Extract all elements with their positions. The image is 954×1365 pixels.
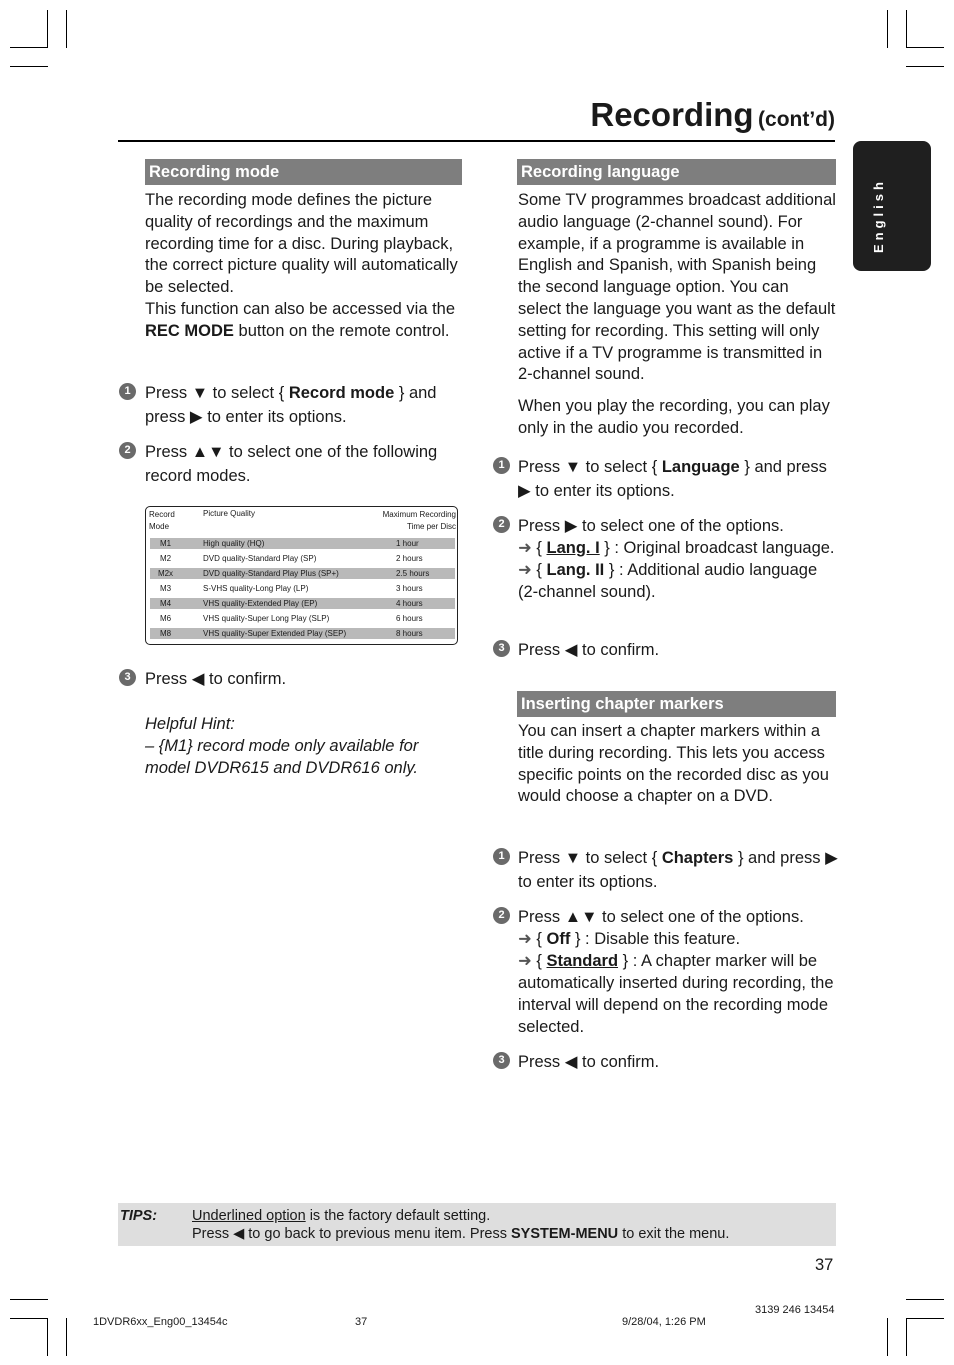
arrow-right-icon: ➜ xyxy=(518,561,532,579)
language-tab-label: English xyxy=(871,178,886,253)
cell-time: 6 hours xyxy=(396,614,423,623)
col-header-mode: Record Mode xyxy=(149,510,175,531)
step-number: 2 xyxy=(493,516,510,533)
page-title xyxy=(590,96,835,134)
step-text: } and press ▶ to enter its options. xyxy=(518,849,838,891)
language-tab xyxy=(853,141,931,271)
step-text: } and press ▶ to enter its options. xyxy=(518,458,827,500)
menu-option-record-mode: Record mode xyxy=(288,384,395,402)
cell-time: 1 hour xyxy=(396,539,419,548)
record-mode-table xyxy=(145,506,458,645)
title-suffix: (cont’d) xyxy=(758,108,835,131)
tips-text: is the factory default setting. xyxy=(309,1208,491,1224)
step-number: 2 xyxy=(119,442,136,459)
cell-mode: M2 xyxy=(159,554,172,563)
cell-quality: DVD quality-Standard Play (SP) xyxy=(203,554,317,563)
table-row xyxy=(150,538,455,549)
arrow-right-icon: ➜ xyxy=(518,952,532,970)
crop-mark xyxy=(887,1318,888,1356)
arrow-right-icon: ➜ xyxy=(518,539,532,557)
intro-text: The recording mode defines the picture quality of recordings and the maximum recording time for a disc. During playback, the correct picture quality will automatically be selected. xyxy=(145,191,458,297)
option-name: Standard xyxy=(546,952,619,970)
rec-mode-key: REC MODE xyxy=(145,321,234,340)
recording-mode-step-1 xyxy=(145,382,463,429)
cell-quality: VHS quality-Super Long Play (SLP) xyxy=(203,614,330,623)
page-number: 37 xyxy=(815,1256,834,1274)
crop-mark xyxy=(906,1318,944,1319)
recording-language-heading: Recording language xyxy=(517,159,836,185)
chapter-markers-step-1 xyxy=(518,847,838,894)
crop-mark xyxy=(47,1318,48,1356)
option-desc: } : Additional audio language (2-channel sound). xyxy=(518,561,818,601)
crop-mark xyxy=(906,1299,944,1300)
crop-mark xyxy=(10,1318,48,1319)
tips-text: Press ◀ to go back to previous menu item. Press xyxy=(192,1226,507,1242)
crop-mark xyxy=(66,1318,67,1356)
step-text: Press ▶ to select one of the options. xyxy=(518,517,784,535)
option-lang-1: ➜ { Lang. I } : Original broadcast language. xyxy=(518,539,835,557)
step-text: Press ▼ to select { xyxy=(518,849,658,867)
cell-mode: M3 xyxy=(159,584,172,593)
tips-text: to exit the menu. xyxy=(622,1226,730,1242)
system-menu-key: SYSTEM-MENU xyxy=(511,1226,619,1242)
crop-mark xyxy=(10,1299,48,1300)
cell-mode: M8 xyxy=(159,629,172,638)
crop-mark xyxy=(887,10,888,48)
table-row xyxy=(150,553,455,564)
title-main: Recording xyxy=(590,96,754,133)
table-row xyxy=(150,598,455,609)
cell-mode: M2x xyxy=(157,569,174,578)
crop-mark xyxy=(906,10,907,48)
step-text: Press ▲▼ to select one of the options. xyxy=(518,908,804,926)
step-text: Press ▼ to select { xyxy=(518,458,658,476)
option-standard: ➜ { Standard } : A chapter marker will be automatically inserted during recording, the interval will depend on the recording mode selected. xyxy=(518,952,834,1036)
cell-mode: M1 xyxy=(159,539,172,548)
crop-mark xyxy=(906,66,944,67)
tips-line-2 xyxy=(192,1226,729,1242)
hint-title: Helpful Hint: xyxy=(145,715,235,733)
crop-mark xyxy=(10,47,48,48)
cell-quality: High quality (HQ) xyxy=(203,539,265,548)
recording-mode-step-3: Press ◀ to confirm. xyxy=(145,670,287,688)
cell-time: 2 hours xyxy=(396,554,423,563)
step-number: 1 xyxy=(493,457,510,474)
tips-line-1 xyxy=(192,1208,490,1224)
crop-mark xyxy=(906,47,944,48)
option-name: Lang. I xyxy=(546,539,600,557)
chapter-markers-step-2 xyxy=(518,906,838,1038)
tips-label: TIPS: xyxy=(120,1208,158,1224)
tips-bar xyxy=(118,1203,836,1246)
menu-option-language: Language xyxy=(661,458,740,476)
cell-time: 2.5 hours xyxy=(396,569,430,578)
table-row xyxy=(150,568,455,579)
recording-language-step-3: Press ◀ to confirm. xyxy=(518,641,660,659)
cell-mode: M6 xyxy=(159,614,172,623)
cell-quality: VHS quality-Super Extended Play (SEP) xyxy=(203,629,347,638)
table-row xyxy=(150,583,455,594)
chapter-markers-para: You can insert a chapter markers within a title during recording. This lets you access specific points on the recorded disc as you would choose a chapter on a DVD. xyxy=(518,722,829,806)
footer-code: 3139 246 13454 xyxy=(755,1304,835,1316)
step-number: 2 xyxy=(493,907,510,924)
cell-mode: M4 xyxy=(159,599,172,608)
cell-quality: DVD quality-Standard Play Plus (SP+) xyxy=(203,569,339,578)
helpful-hint xyxy=(145,714,445,779)
footer-page: 37 xyxy=(355,1316,368,1328)
arrow-right-icon: ➜ xyxy=(518,930,532,948)
intro2-post: button on the remote control. xyxy=(238,321,450,340)
menu-option-chapters: Chapters xyxy=(661,849,734,867)
cell-time: 3 hours xyxy=(396,584,423,593)
table-row xyxy=(150,613,455,624)
page-header xyxy=(118,92,835,142)
recording-mode-step-2: Press ▲▼ to select one of the following record modes. xyxy=(145,443,438,485)
underlined-option-sample: Underlined option xyxy=(192,1208,306,1224)
option-off: ➜ { Off } : Disable this feature. xyxy=(518,930,741,948)
recording-language-para2: When you play the recording, you can play only in the audio you recorded. xyxy=(518,397,830,437)
option-desc: } : Original broadcast language. xyxy=(604,539,835,557)
cell-quality: VHS quality-Extended Play (EP) xyxy=(203,599,318,608)
crop-mark xyxy=(66,10,67,48)
crop-mark xyxy=(906,1318,907,1356)
step-text: } and press ▶ to enter its options. xyxy=(145,384,437,426)
option-name: Off xyxy=(546,930,571,948)
col-header-quality: Picture Quality xyxy=(203,509,256,518)
cell-time: 8 hours xyxy=(396,629,423,638)
recording-language-step-1 xyxy=(518,456,838,503)
footer-date: 9/28/04, 1:26 PM xyxy=(622,1316,706,1328)
option-name: Lang. II xyxy=(546,561,605,579)
hint-body: – {M1} record mode only available for model DVDR615 and DVDR616 only. xyxy=(145,736,419,777)
recording-mode-heading: Recording mode xyxy=(145,159,462,185)
cell-quality: S-VHS quality-Long Play (LP) xyxy=(203,584,309,593)
option-lang-2: ➜ { Lang. II } : Additional audio language (2-channel sound). xyxy=(518,561,818,601)
step-number: 3 xyxy=(493,1052,510,1069)
footer-file: 1DVDR6xx_Eng00_13454c xyxy=(93,1316,228,1328)
chapter-markers-step-3: Press ◀ to confirm. xyxy=(518,1053,660,1071)
recording-language-step-2 xyxy=(518,515,838,603)
recording-language-para1: Some TV programmes broadcast additional audio language (2-channel sound). For example, if a programme is available in English and Spanish, with Spanish being the second language option. You can select the language you want as the default setting for recording. This setting will only active if a TV programme is transmitted in 2-channel sound. xyxy=(518,191,836,384)
chapter-markers-heading: Inserting chapter markers xyxy=(517,691,836,717)
cell-time: 4 hours xyxy=(396,599,423,608)
crop-mark xyxy=(10,66,48,67)
step-text: Press ▼ to select { xyxy=(145,384,285,402)
recording-mode-intro xyxy=(145,190,463,343)
crop-mark xyxy=(47,10,48,48)
option-desc: } : A chapter marker will be automatically inserted during recording, the interval will depend on the recording mode selected. xyxy=(518,952,834,1036)
step-number: 3 xyxy=(493,640,510,657)
table-row xyxy=(150,628,455,639)
col-header-time: Maximum Recording Time per Disc xyxy=(382,510,456,531)
step-number: 1 xyxy=(493,848,510,865)
option-desc: } : Disable this feature. xyxy=(574,930,741,948)
step-number: 1 xyxy=(119,383,136,400)
step-number: 3 xyxy=(119,669,136,686)
intro2-pre: This function can also be accessed via the xyxy=(145,299,456,318)
